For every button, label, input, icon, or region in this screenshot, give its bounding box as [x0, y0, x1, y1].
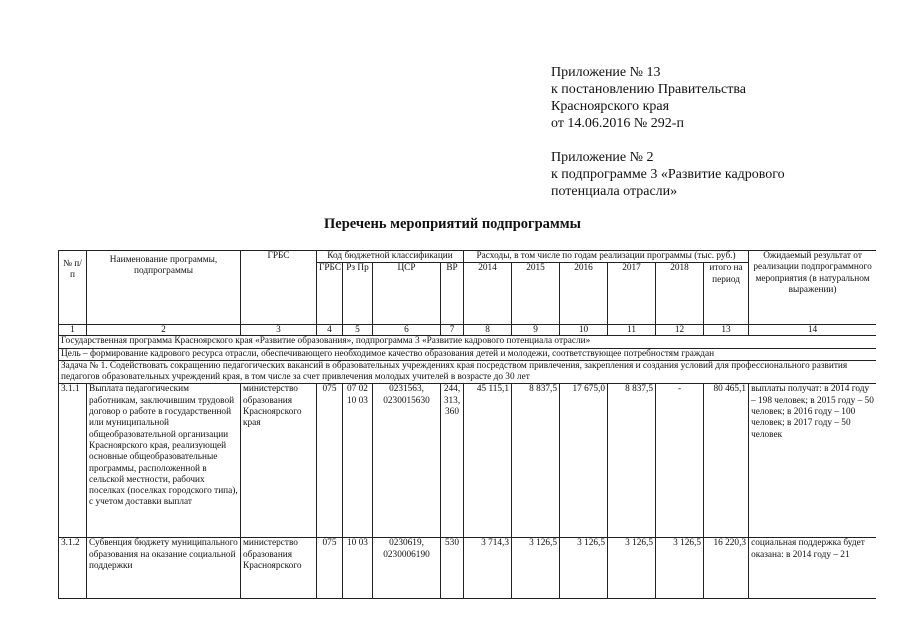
col-year-header: 2018 — [656, 263, 704, 325]
column-number: 9 — [512, 325, 560, 336]
row-amount-2015: 3 126,5 — [512, 538, 560, 599]
appendix-2-line: Приложение № 2 — [551, 150, 654, 165]
row-vr: 530 — [441, 538, 464, 599]
column-number: 12 — [656, 325, 704, 336]
row-amount-2016: 3 126,5 — [560, 538, 608, 599]
expenses-group-header: Расходы, в том числе по годам реализации программы (тыс. руб.) — [464, 251, 749, 263]
row-activity-name: Выплата педагогическим работникам, заключившим трудовой договор о работе в государственной или муниципальной общеобразовательной организации Красноярского края, реализующей основные общеобразовательные программы, расположенной в сельской местности, рабочих поселках (поселках городского типа), с учетом доставки выплат — [87, 384, 241, 538]
row-activity-name: Субвенция бюджету муниципального образования на оказание социальной поддержки — [87, 538, 241, 599]
column-number: 6 — [373, 325, 441, 336]
row-amount-2015: 8 837,5 — [512, 384, 560, 538]
column-numbers-row — [59, 325, 877, 336]
header-row — [59, 251, 877, 263]
col-result-header: Ожидаемый результат от реализации подпрограммного мероприятия (в натуральном выражении) — [749, 251, 876, 325]
column-number: 5 — [343, 325, 373, 336]
col-year-header: 2017 — [608, 263, 656, 325]
code-group-header: Код бюджетной классификации — [317, 251, 464, 263]
row-grbs-name: министерство образования Красноярского края — [241, 384, 317, 538]
row-amount-2017: 3 126,5 — [608, 538, 656, 599]
row-vr: 244, 313, 360 — [441, 384, 464, 538]
row-amount-2017: 8 837,5 — [608, 384, 656, 538]
column-number: 1 — [59, 325, 87, 336]
column-number: 2 — [87, 325, 241, 336]
goal-row — [59, 348, 877, 360]
task-row — [59, 360, 877, 384]
row-rzpr: 10 03 — [343, 538, 373, 599]
row-amount-2016: 17 675,0 — [560, 384, 608, 538]
column-number: 14 — [749, 325, 876, 336]
row-number: 3.1.1 — [59, 384, 87, 538]
row-csr: 0231563, 0230015630 — [373, 384, 441, 538]
row-amount-2018: 3 126,5 — [656, 538, 704, 599]
goal-line: Цель – формирование кадрового ресурса отрасли, обеспечивающего необходимое качество образования детей и молодежи, соответствующее потребностям граждан — [59, 348, 877, 360]
row-amount-2014: 45 115,1 — [464, 384, 512, 538]
row-number: 3.1.2 — [59, 538, 87, 599]
col-year-header: 2015 — [512, 263, 560, 325]
col-total-header: итого на период — [704, 263, 749, 325]
appendix-13-line: от 14.06.2016 № 292-п — [551, 116, 684, 131]
column-number: 7 — [441, 325, 464, 336]
task-line: Задача № 1. Содействовать сокращению педагогических вакансий в образовательных учреждениях края посредством привлечения, закрепления и создания условий для профессионального развития педагогов образовательных учреждений края, в том числе за счет привлечения молодых учителей в возрасте до 30 лет — [59, 360, 877, 384]
appendix-2-line: потенциала отрасли» — [551, 184, 678, 199]
col-grbs-header: ГРБС — [241, 251, 317, 325]
row-grbs-name: министерство образования Красноярского — [241, 538, 317, 599]
col-rzpr-header: Рз Пр — [343, 263, 373, 325]
appendix-13-line: к постановлению Правительства — [551, 82, 747, 97]
row-amount-2014: 3 714,3 — [464, 538, 512, 599]
col-csr-header: ЦСР — [373, 263, 441, 325]
col-year-header: 2014 — [464, 263, 512, 325]
program-line: Государственная программа Красноярского края «Развитие образования», подпрограмма 3 «Развитие кадрового потенциала отрасли» — [59, 336, 877, 348]
row-total: 80 465,1 — [704, 384, 749, 538]
row-result: выплаты получат: в 2014 году – 198 человек; в 2015 году – 50 человек; в 2016 году – 100 человек; в 2017 году – 50 человек — [749, 384, 876, 538]
row-csr: 0230619, 0230006190 — [373, 538, 441, 599]
col-vr-header: ВР — [441, 263, 464, 325]
row-rzpr: 07 02 10 03 — [343, 384, 373, 538]
row-amount-2018: - — [656, 384, 704, 538]
col-year-header: 2016 — [560, 263, 608, 325]
column-number: 4 — [317, 325, 343, 336]
row-result: социальная поддержка будет оказана: в 2014 году – 21 — [749, 538, 876, 599]
appendix-2-line: к подпрограмме 3 «Развитие кадрового — [551, 167, 785, 182]
row-grbs-code: 075 — [317, 384, 343, 538]
col-grbs-code-header: ГРБС — [317, 263, 343, 325]
column-number: 11 — [608, 325, 656, 336]
column-number: 8 — [464, 325, 512, 336]
col-num-header: № п/п — [59, 251, 87, 325]
program-row — [59, 336, 877, 348]
appendix-13-line: Приложение № 13 — [551, 65, 661, 80]
col-name-header: Наименование программы, подпрограммы — [87, 251, 241, 325]
activities-table — [58, 250, 876, 599]
row-grbs-code: 075 — [317, 538, 343, 599]
row-total: 16 220,3 — [704, 538, 749, 599]
column-number: 10 — [560, 325, 608, 336]
table-row — [59, 384, 877, 538]
appendix-13-line: Красноярского края — [551, 99, 670, 114]
column-number: 3 — [241, 325, 317, 336]
page-title: Перечень мероприятий подпрограммы — [324, 216, 581, 232]
table-row — [59, 538, 877, 599]
column-number: 13 — [704, 325, 749, 336]
activities-table-wrapper — [58, 250, 876, 640]
